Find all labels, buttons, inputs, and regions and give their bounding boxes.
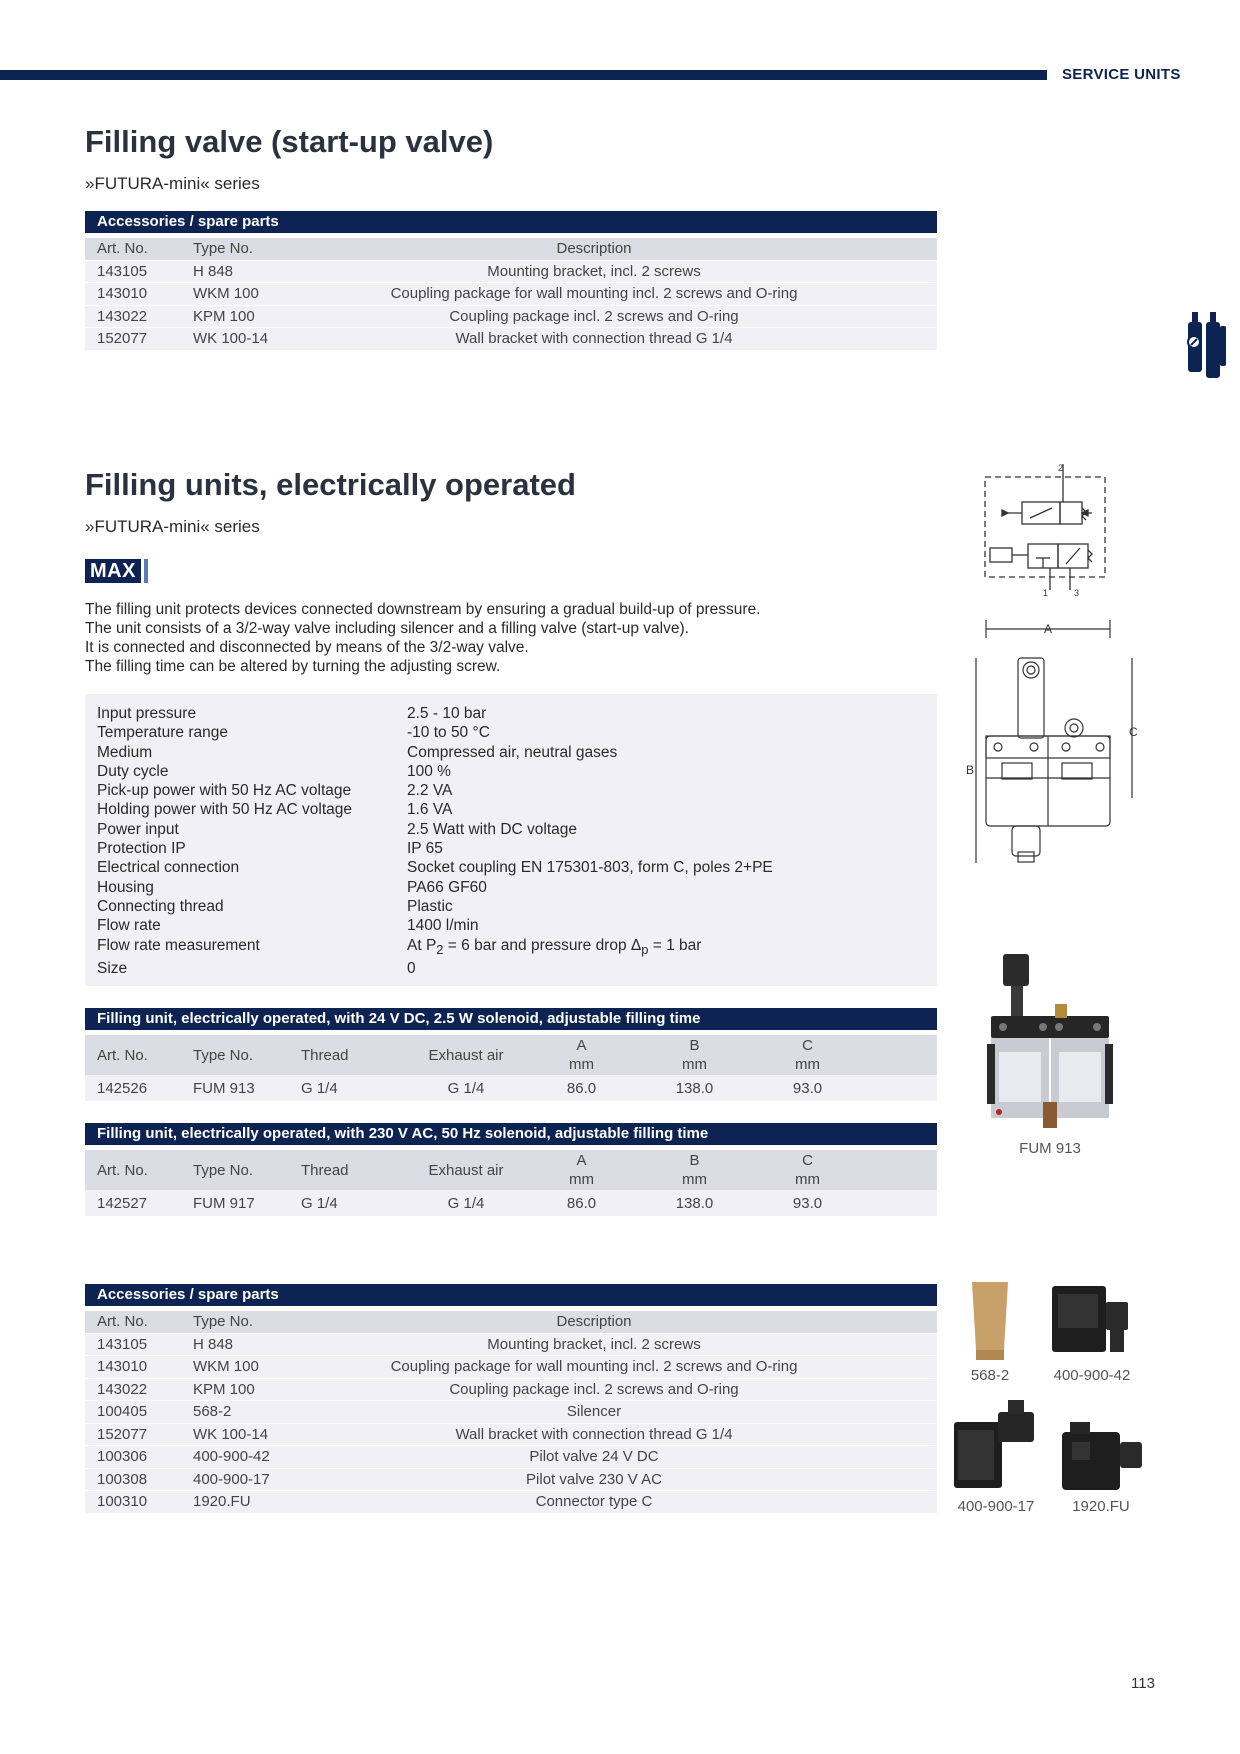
accessory-caption: 400-900-42: [1053, 1367, 1131, 1384]
dimension-label-b: B: [966, 763, 975, 777]
pilot-valve-24vdc-photo: [1048, 1284, 1138, 1360]
spec-row: Temperature range -10 to 50 °C: [97, 724, 490, 742]
description: The filling unit protects devices connected downstream by ensuring a gradual build-up of pressure. The unit consists of a 3/2-way valve including silencer and a filling valve (start-up valve). It is connected and disconnected by means of the 3/2-way valve. The filling time can be altered by turning the adjusting screw.: [85, 601, 761, 675]
port-label-3: 3: [1074, 588, 1080, 598]
table-row: 152077 WK 100-14 Wall bracket with connection thread G 1/4: [85, 1424, 937, 1447]
filling-valve-series: »FUTURA-mini« series: [85, 174, 260, 193]
table-title: Accessories / spare parts: [85, 1284, 937, 1306]
section-label: SERVICE UNITS: [1062, 66, 1181, 83]
spec-row: Flow rate measurement At $P_2 = 6$ bar and pressure drop $\Delta_p = 1$ bar: [97, 936, 925, 959]
spec-row: Pick-up power with 50 Hz AC voltage 2.2 VA: [97, 782, 453, 800]
accessory-caption: 400-900-17: [957, 1498, 1035, 1515]
table-row: 143010 WKM 100 Coupling package for wall mounting incl. 2 screws and O-ring: [85, 1356, 937, 1379]
accessories-table-2: [85, 1284, 937, 1514]
filling-units-series: »FUTURA-mini« series: [85, 517, 260, 536]
product-table-230vac: [85, 1123, 937, 1216]
spec-row: Holding power with 50 Hz AC voltage 1.6 VA: [97, 801, 453, 819]
table-row: 143022 KPM 100 Coupling package incl. 2 screws and O-ring: [85, 1379, 937, 1402]
page-number: 113: [1131, 1675, 1155, 1692]
max-badge-label: MAX: [85, 559, 141, 583]
table-row: 143105 H 848 Mounting bracket, incl. 2 screws: [85, 261, 937, 284]
product-table-24vdc: [85, 1008, 937, 1101]
table-title: Accessories / spare parts: [85, 211, 937, 233]
table-row: 142527 FUM 917 G 1/4 G 1/4 86.0 138.0 93.0: [85, 1190, 937, 1216]
specifications-table: [85, 694, 937, 986]
accessory-caption: 568-2: [970, 1367, 1010, 1384]
table-title: Filling unit, electrically operated, with 24 V DC, 2.5 W solenoid, adjustable filling time: [85, 1008, 937, 1030]
table-row: 100310 1920.FU Connector type C: [85, 1491, 937, 1514]
table-row: 100308 400-900-17 Pilot valve 230 V AC: [85, 1469, 937, 1492]
spec-row: Duty cycle 100 %: [97, 762, 451, 780]
table-header-row: Art. No. Type No. Thread Exhaust air A mm B mm C mm: [85, 1150, 937, 1190]
spec-row: Flow rate 1400 l/min: [97, 917, 479, 935]
dimension-drawing: [962, 618, 1142, 868]
header-bar: [0, 70, 1047, 80]
table-row: 143022 KPM 100 Coupling package incl. 2 screws and O-ring: [85, 306, 937, 329]
pneumatic-schematic: [980, 462, 1115, 598]
spec-row: Housing PA66 GF60: [97, 878, 487, 896]
accessories-table-1: [85, 211, 937, 351]
table-row: 152077 WK 100-14 Wall bracket with connection thread G 1/4: [85, 328, 937, 351]
product-photo-caption: FUM 913: [1019, 1140, 1081, 1157]
accessory-caption: 1920.FU: [1072, 1498, 1130, 1515]
port-label-2: 2: [1058, 463, 1064, 473]
spec-row: Size 0: [97, 959, 416, 977]
table-header-row: Art. No. Type No. Thread Exhaust air A mm B mm C mm: [85, 1035, 937, 1075]
spec-row: Power input 2.5 Watt with DC voltage: [97, 820, 577, 838]
connector-type-c-photo: [1060, 1420, 1146, 1496]
flow-rate-measurement-value: At $P_2 = 6$ bar and pressure drop $\Delta_p = 1$ bar: [407, 936, 702, 957]
silencer-photo: [962, 1280, 1018, 1362]
table-row: 100405 568-2 Silencer: [85, 1401, 937, 1424]
max-badge: [85, 559, 148, 583]
service-unit-icon: [1186, 312, 1230, 382]
spec-row: Connecting thread Plastic: [97, 897, 453, 915]
spec-row: Medium Compressed air, neutral gases: [97, 743, 618, 761]
filling-units-title: Filling units, electrically operated: [85, 467, 576, 502]
filling-valve-title: Filling valve (start-up valve): [85, 124, 494, 159]
spec-row: Input pressure 2.5 - 10 bar: [97, 705, 487, 722]
table-title: Filling unit, electrically operated, with 230 V AC, 50 Hz solenoid, adjustable filling time: [85, 1123, 937, 1145]
dimension-label-a: A: [1044, 622, 1053, 636]
dimension-label-c: C: [1129, 725, 1138, 739]
spec-row: Protection IP IP 65: [97, 840, 443, 858]
table-row: 100306 400-900-42 Pilot valve 24 V DC: [85, 1446, 937, 1469]
port-label-1: 1: [1043, 588, 1049, 598]
table-row: 143105 H 848 Mounting bracket, incl. 2 screws: [85, 1334, 937, 1357]
table-row: 142526 FUM 913 G 1/4 G 1/4 86.0 138.0 93.0: [85, 1075, 937, 1101]
pilot-valve-230vac-photo: [950, 1398, 1040, 1494]
table-header-row: Art. No. Type No. Description: [85, 238, 937, 261]
table-header-row: Art. No. Type No. Description: [85, 1311, 937, 1334]
product-photo-fum913: [985, 952, 1115, 1134]
spec-row: Electrical connection Socket coupling EN 175301-803, form C, poles 2+PE: [97, 859, 773, 877]
table-row: 143010 WKM 100 Coupling package for wall mounting incl. 2 screws and O-ring: [85, 283, 937, 306]
max-badge-bar: [144, 559, 148, 583]
